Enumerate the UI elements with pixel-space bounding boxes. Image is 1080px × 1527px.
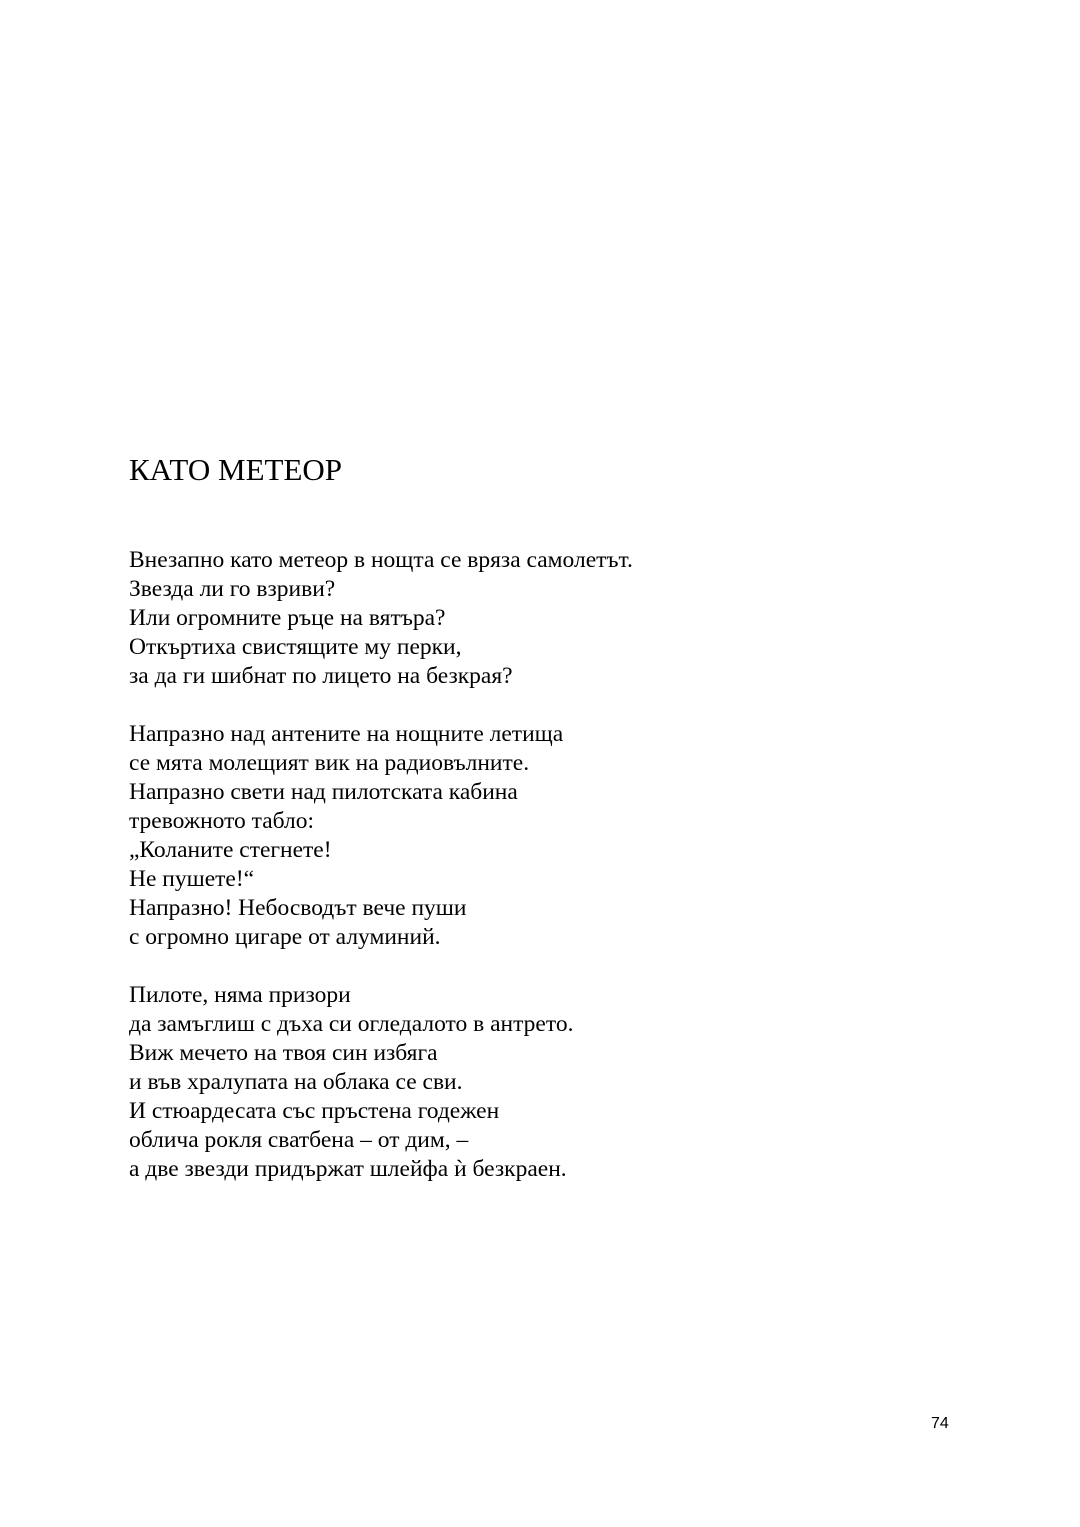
stanza-1 [129, 546, 949, 691]
poem-line: И стюардесата със пръстена годежен [129, 1098, 500, 1124]
poem-body [129, 546, 949, 1184]
poem-line: Не пушете!“ [129, 866, 255, 892]
poem-line: облича рокля сватбена – от дим, – [129, 1127, 469, 1153]
poem-line: Пилоте, няма призори [129, 982, 351, 1008]
poem-line: Виж мечето на твоя син избяга [129, 1040, 438, 1066]
poem-line: и във хралупата на облака се сви. [129, 1069, 463, 1095]
poem-line: Напразно свети над пилотската кабина [129, 779, 518, 805]
poem-line: Звезда ли го взриви? [129, 576, 336, 602]
poem-line: Внезапно като метеор в нощта се вряза самолетът. [129, 547, 633, 573]
poem-line: Напразно над антените на нощните летища [129, 721, 564, 747]
poem-line: Напразно! Небосводът вече пуши [129, 895, 467, 921]
poem-line: за да ги шибнат по лицето на безкрая? [129, 663, 513, 689]
stanza-3 [129, 981, 949, 1184]
poem-line: тревожното табло: [129, 808, 315, 834]
poem-line: да замъглиш с дъха си огледалото в антрето. [129, 1011, 574, 1037]
poem-line: Откъртиха свистящите му перки, [129, 634, 462, 660]
poem-line: „Коланите стегнете! [129, 837, 332, 863]
poem-line: Или огромните ръце на вятъра? [129, 605, 446, 631]
stanza-2 [129, 720, 949, 952]
poem-line: с огромно цигаре от алуминий. [129, 924, 441, 950]
poem-line: се мята молещият вик на радиовълните. [129, 750, 530, 776]
page-number: 74 [931, 1415, 949, 1432]
poem-line: а две звезди придържат шлейфа ѝ безкраен. [129, 1156, 567, 1182]
poem-title: КАТО МЕТЕОР [129, 452, 343, 487]
